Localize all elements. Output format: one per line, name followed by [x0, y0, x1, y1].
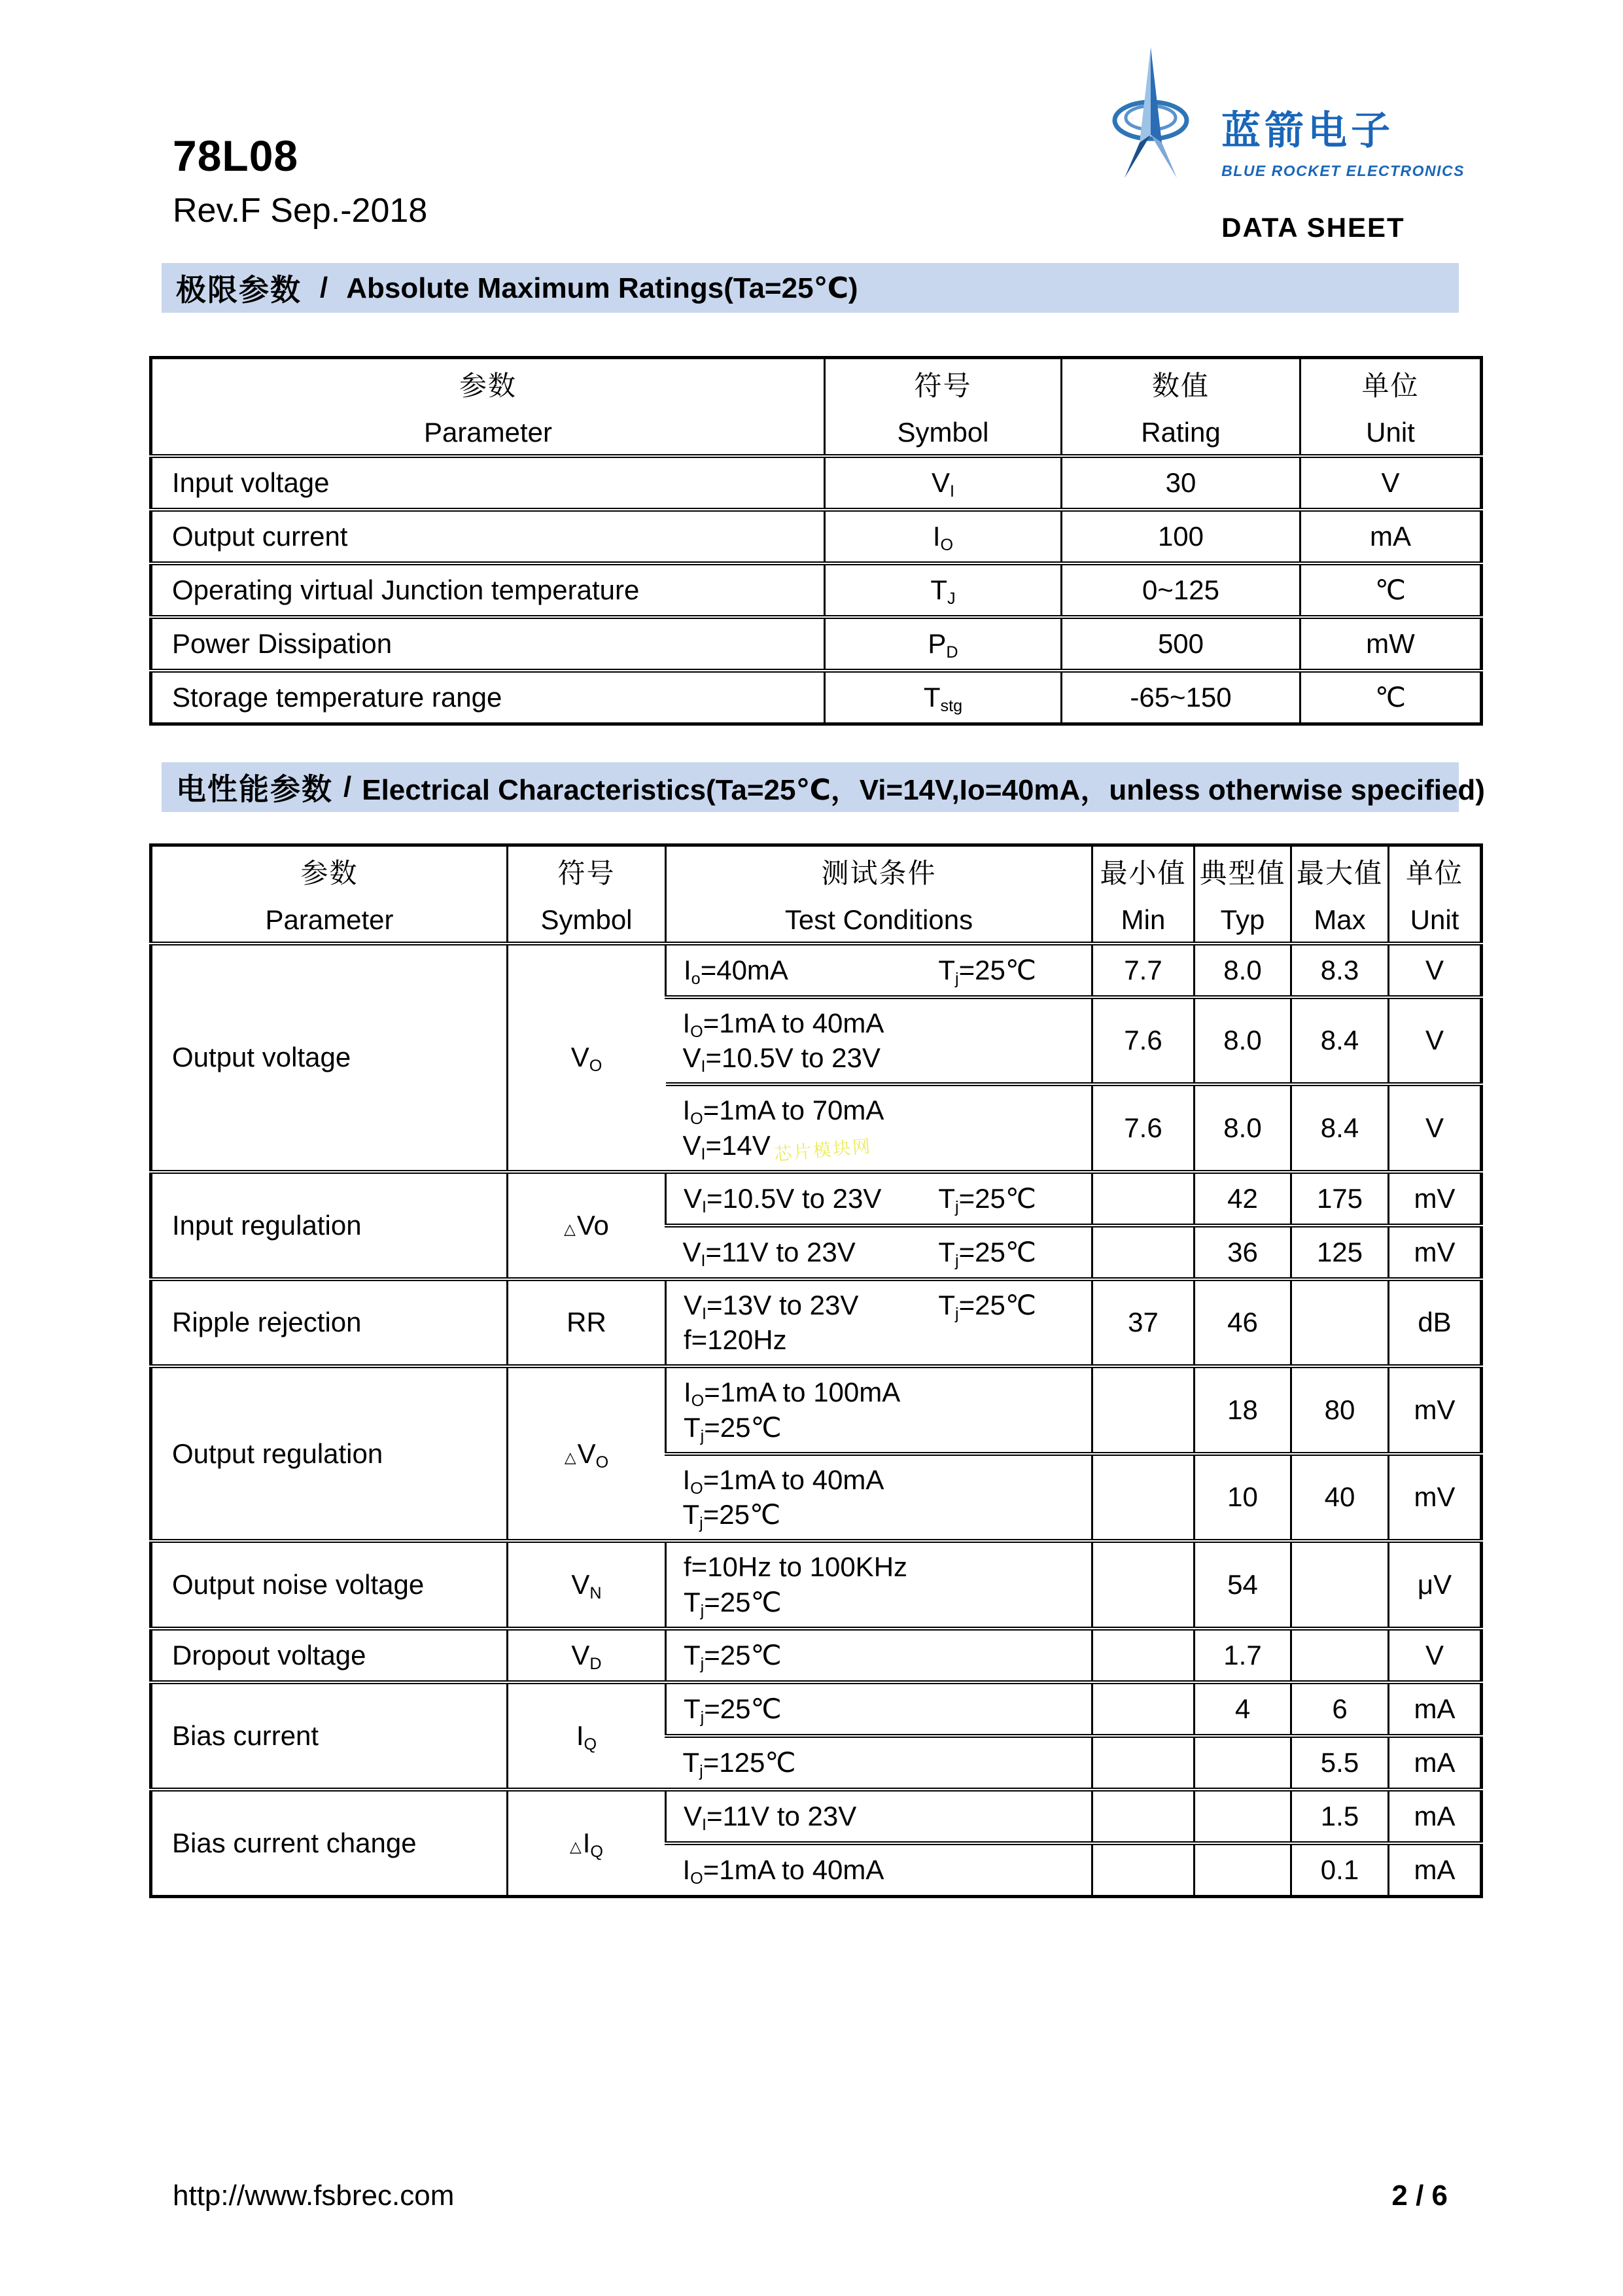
table-row: Power Dissipation $P_D$ 500 mW — [151, 617, 1482, 671]
test-condition-cell: $I_o=40mA$ $T_j=25℃$ — [666, 944, 1092, 997]
test-condition-cell: $I_O=1mA$ to 40mA $V_I=10.5V$ to 23V — [666, 997, 1092, 1085]
section-header-absolute-maximum — [162, 263, 1459, 313]
col-typ: 典型值 Typ — [1195, 845, 1291, 944]
title-block — [173, 47, 427, 230]
table-row: Output regulation $\triangle V_O$ $I_O=1mA$ to 100mA $T_j=25℃$ 18 80 mV — [151, 1366, 1482, 1454]
section-header-electrical-characteristics — [162, 762, 1485, 812]
test-condition-cell: $V_I=10.5V$ to 23V $T_j=25℃$ — [666, 1172, 1092, 1226]
test-condition-cell: $I_O=1mA$ to 70mA $V_I=14V$ — [666, 1084, 1092, 1172]
table-row: Storage temperature range $T_{stg}$ -65~150 ℃ — [151, 671, 1482, 724]
col-min: 最小值 Min — [1092, 845, 1195, 944]
table-row: Output noise voltage $V_N$ f=10Hz to 100KHz $T_j=25℃$ 54 μV — [151, 1541, 1482, 1629]
col-parameter: 参数 Parameter — [265, 858, 394, 936]
col-parameter: 参数 Parameter — [423, 370, 553, 448]
col-unit: 单位 Unit — [1300, 358, 1482, 456]
table-row: Bias current $I_Q$ $T_j=25℃$ 4 6 mA — [151, 1682, 1482, 1736]
table-row: $I_O=1mA$ to 40mA $T_j=25℃$ 10 40 mV — [151, 1454, 1482, 1542]
table-row: $V_I=11V$ to 23V $T_j=25℃$ 36 125 mV — [151, 1226, 1482, 1279]
table-row: $I_O=1mA$ to 40mA 0.1 mA — [151, 1843, 1482, 1897]
section-separator: / — [320, 272, 328, 304]
page-number: 2 / 6 — [1391, 2180, 1448, 2212]
col-symbol: 符号 Symbol — [508, 845, 666, 944]
test-condition-cell: $I_O=1mA$ to 40mA — [666, 1843, 1092, 1897]
table-row: $I_O=1mA$ to 40mA $V_I=10.5V$ to 23V 7.6 8.0 8.4 V — [151, 997, 1482, 1085]
table-row: Output voltage $V_O$ $I_o=40mA$ $T_j=25℃$ 7.7 8.0 8.3 V — [151, 944, 1482, 997]
table-header-row — [151, 845, 1482, 944]
electrical-characteristics-table — [149, 843, 1483, 1898]
section-title-en: Electrical Characteristics(Ta=25℃，Vi=14V,Io=40mA，unless otherwise specified) — [362, 774, 1485, 806]
rocket-star-icon — [1111, 47, 1190, 182]
test-condition-cell: $V_I=11V$ to 23V $T_j=25℃$ — [666, 1226, 1092, 1279]
col-symbol: 符号 Symbol — [825, 358, 1062, 456]
test-condition-cell: $V_I=13V$ to 23V $T_j=25℃$ f=120Hz — [666, 1279, 1092, 1367]
test-condition-cell: $T_j=25℃$ — [666, 1682, 1092, 1736]
test-condition-cell: f=10Hz to 100KHz $T_j=25℃$ — [666, 1541, 1092, 1629]
col-max: 最大值 Max — [1291, 845, 1389, 944]
test-condition-cell: $I_O=1mA$ to 40mA $T_j=25℃$ — [666, 1454, 1092, 1542]
logo-tagline: BLUE ROCKET ELECTRONICS — [1221, 162, 1465, 179]
col-test-conditions: 测试条件 Test Conditions — [666, 845, 1092, 944]
revision-date: Rev.F Sep.-2018 — [173, 192, 428, 230]
table-row: $I_O=1mA$ to 70mA $V_I=14V$ 7.6 8.0 8.4 V — [151, 1084, 1482, 1172]
test-condition-cell: $T_j=25℃$ — [666, 1629, 1092, 1682]
section-title-zh: 极限参数 — [176, 273, 302, 307]
absolute-maximum-ratings-table — [149, 356, 1483, 726]
watermark: 芯片模块网 — [773, 1136, 873, 1165]
table-row: Input voltage $V_I$ 30 V — [151, 456, 1482, 510]
company-logo — [1111, 47, 1465, 243]
logo-company-name: 蓝箭电子 — [1221, 109, 1395, 152]
masthead — [0, 0, 1623, 243]
table-row: $T_j=125℃$ 5.5 mA — [151, 1736, 1482, 1790]
section-title-zh: 电性能参数 — [176, 772, 333, 806]
table-row: Input regulation △Vo $V_I=10.5V$ to 23V $T_j=25℃$ 42 175 mV — [151, 1172, 1482, 1226]
logo-row — [1111, 47, 1465, 182]
col-rating: 数值 Rating — [1062, 358, 1300, 456]
section-title-en: Absolute Maximum Ratings(Ta=25℃) — [346, 272, 858, 304]
page-footer — [173, 2180, 1448, 2212]
test-condition-cell: $V_I=11V$ to 23V — [666, 1790, 1092, 1843]
table-row: Output current $I_O$ 100 mA — [151, 510, 1482, 563]
footer-url: http://www.fsbrec.com — [173, 2180, 455, 2212]
table-row: Dropout voltage $V_D$ $T_j=25℃$ 1.7 V — [151, 1629, 1482, 1682]
test-condition-cell: $T_j=125℃$ — [666, 1736, 1092, 1790]
logo-text — [1221, 47, 1465, 180]
data-sheet-label: DATA SHEET — [1221, 212, 1405, 243]
test-condition-cell: $I_O=1mA$ to 100mA $T_j=25℃$ — [666, 1366, 1092, 1454]
table-row: Bias current change $\triangle I_Q$ $V_I=11V$ to 23V 1.5 mA — [151, 1790, 1482, 1843]
table-row: Operating virtual Junction temperature $T_J$ 0~125 ℃ — [151, 563, 1482, 617]
table-header-row — [151, 358, 1482, 456]
section-separator: / — [343, 771, 352, 803]
product-number: 78L08 — [173, 132, 299, 180]
col-unit: 单位 Unit — [1389, 845, 1482, 944]
table-row: Ripple rejection RR $V_I=13V$ to 23V $T_j=25℃$ f=120Hz 37 46 dB — [151, 1279, 1482, 1367]
